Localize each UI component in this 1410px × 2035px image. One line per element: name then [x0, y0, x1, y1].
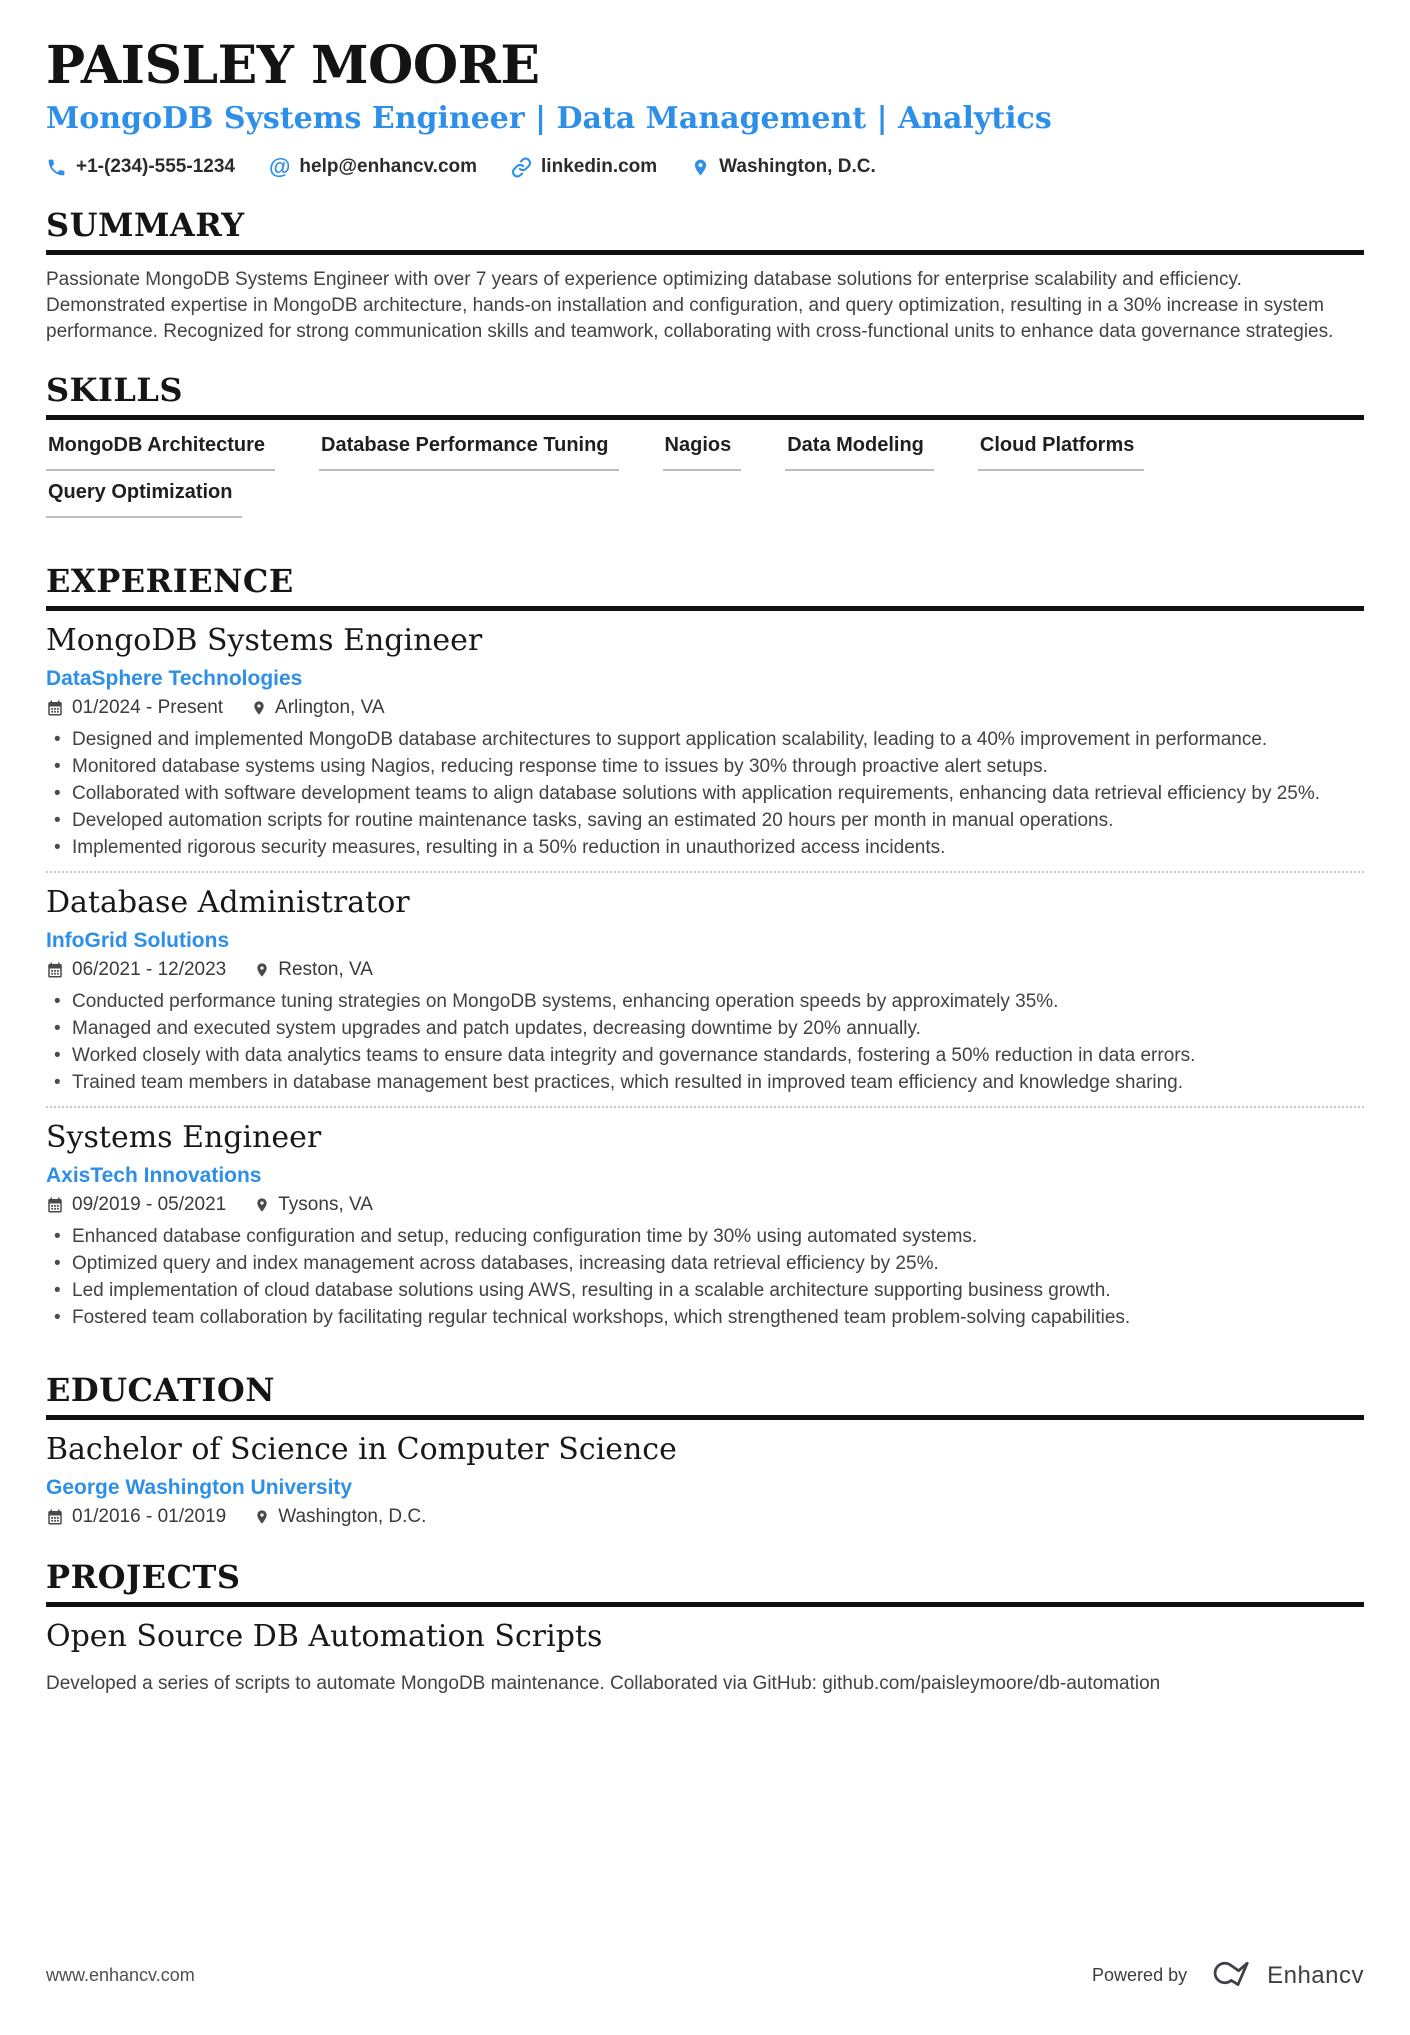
job-company: AxisTech Innovations	[46, 1164, 262, 1187]
bullet: • Implemented rigorous security measures, resulting in a 50% reduction in unauthorized access incidents.	[46, 835, 1364, 861]
job-location	[254, 1194, 373, 1216]
skill-item: MongoDB Architecture	[46, 434, 275, 471]
divider	[46, 871, 1364, 873]
link-icon	[511, 157, 532, 178]
resume-page	[0, 35, 1410, 1697]
pin-icon	[251, 699, 267, 717]
section-education	[46, 1371, 1364, 1528]
job-dates	[46, 1194, 226, 1216]
resume-header	[46, 35, 1364, 179]
divider	[46, 1106, 1364, 1108]
projects-heading: PROJECTS	[46, 1558, 1364, 1607]
brand-name: Enhancv	[1267, 1961, 1364, 1989]
experience-entry	[46, 885, 1364, 1096]
at-icon: @	[268, 154, 291, 179]
job-location-value: Reston, VA	[278, 959, 373, 980]
phone-icon	[46, 157, 67, 178]
enhancv-logo-icon	[1207, 1958, 1253, 1993]
skill-item: Query Optimization	[46, 481, 242, 518]
education-meta	[46, 1506, 1364, 1528]
job-dates	[46, 697, 223, 719]
contact-location	[691, 156, 876, 178]
education-dates-value: 01/2016 - 01/2019	[72, 1506, 227, 1527]
pin-icon	[254, 1508, 270, 1526]
summary-heading: SUMMARY	[46, 206, 1364, 255]
experience-heading: EXPERIENCE	[46, 562, 1364, 611]
degree-title: Bachelor of Science in Computer Science	[46, 1432, 677, 1467]
contact-link-value: linkedin.com	[541, 156, 658, 177]
job-bullets	[46, 1224, 1364, 1331]
bullet: • Monitored database systems using Nagios, reducing response time to issues by 30% through proactive alert setups.	[46, 754, 1364, 780]
contact-location-value: Washington, D.C.	[719, 156, 876, 177]
bullet: • Optimized query and index management across databases, increasing data retrieval efficiency by 25%.	[46, 1251, 1364, 1277]
contact-phone	[46, 156, 235, 178]
bullet: • Developed automation scripts for routine maintenance tasks, saving an estimated 20 hours per month in manual operations.	[46, 808, 1364, 834]
calendar-icon	[46, 699, 64, 717]
education-location-value: Washington, D.C.	[278, 1506, 427, 1527]
job-title: MongoDB Systems Engineer	[46, 623, 483, 658]
bullet: • Led implementation of cloud database solutions using AWS, resulting in a scalable architecture supporting business growth.	[46, 1278, 1364, 1304]
powered-by-label: Powered by	[1092, 1965, 1188, 1985]
experience-entry	[46, 1120, 1364, 1331]
job-bullets	[46, 989, 1364, 1096]
project-description: Developed a series of scripts to automate MongoDB maintenance. Collaborated via GitHub: github.com/paisleymoore/db-automation	[46, 1673, 1161, 1694]
calendar-icon	[46, 961, 64, 979]
bullet: • Worked closely with data analytics teams to ensure data integrity and governance standards, fostering a 50% reduction in data errors.	[46, 1043, 1364, 1069]
contact-email[interactable]	[269, 156, 477, 178]
bullet: • Enhanced database configuration and setup, reducing configuration time by 30% using automated systems.	[46, 1224, 1364, 1250]
calendar-icon	[46, 1196, 64, 1214]
experience-entry	[46, 623, 1364, 861]
skills-heading: SKILLS	[46, 371, 1364, 420]
summary-text: Passionate MongoDB Systems Engineer with over 7 years of experience optimizing database solutions for enterprise scalability and efficiency. Demonstrated expertise in MongoDB architecture, hands-on installation and configuration, and query optimization, resulting in a 30% increase in system performance. Recognized for strong communication skills and teamwork, collaborating with cross-functional units to enhance data governance strategies.	[46, 269, 1334, 342]
job-meta	[46, 697, 1364, 719]
bullet: • Fostered team collaboration by facilitating regular technical workshops, which strengthened team problem-solving capabilities.	[46, 1305, 1364, 1331]
section-projects	[46, 1558, 1364, 1697]
footer-site-link: www.enhancv.com	[46, 1965, 195, 1985]
project-title: Open Source DB Automation Scripts	[46, 1619, 603, 1654]
project-entry	[46, 1619, 1364, 1697]
school-name: George Washington University	[46, 1476, 353, 1499]
job-location	[251, 697, 384, 719]
pin-icon	[691, 157, 710, 178]
job-location	[254, 959, 373, 981]
bullet: • Designed and implemented MongoDB database architectures to support application scalability, leading to a 40% improvement in performance.	[46, 727, 1364, 753]
job-meta	[46, 959, 1364, 981]
pin-icon	[254, 961, 270, 979]
candidate-name: PAISLEY MOORE	[46, 35, 540, 96]
skill-item: Cloud Platforms	[978, 434, 1144, 471]
job-company: InfoGrid Solutions	[46, 929, 230, 952]
skill-item: Database Performance Tuning	[319, 434, 618, 471]
skill-item: Data Modeling	[785, 434, 934, 471]
calendar-icon	[46, 1508, 64, 1526]
contact-row	[46, 156, 1364, 178]
job-location-value: Arlington, VA	[275, 697, 385, 718]
candidate-headline: MongoDB Systems Engineer | Data Management | Analytics	[46, 101, 1052, 136]
footer-brand	[1092, 1958, 1364, 1993]
education-entry	[46, 1432, 1364, 1528]
section-summary	[46, 206, 1364, 345]
section-experience	[46, 562, 1364, 1331]
skill-item: Nagios	[663, 434, 742, 471]
job-meta	[46, 1194, 1364, 1216]
job-dates-value: 06/2021 - 12/2023	[72, 959, 227, 980]
contact-phone-value: +1-(234)-555-1234	[76, 156, 235, 177]
bullet: • Trained team members in database management best practices, which resulted in improved team efficiency and knowledge sharing.	[46, 1070, 1364, 1096]
job-dates	[46, 959, 226, 981]
job-title: Database Administrator	[46, 885, 410, 920]
contact-email-value: help@enhancv.com	[299, 156, 478, 177]
section-skills	[46, 371, 1364, 518]
job-company: DataSphere Technologies	[46, 667, 303, 690]
pin-icon	[254, 1196, 270, 1214]
job-dates-value: 01/2024 - Present	[72, 697, 224, 718]
job-title: Systems Engineer	[46, 1120, 322, 1155]
bullet: • Managed and executed system upgrades and patch updates, decreasing downtime by 20% annually.	[46, 1016, 1364, 1042]
job-dates-value: 09/2019 - 05/2021	[72, 1194, 227, 1215]
skills-list	[46, 434, 1364, 518]
contact-link[interactable]	[511, 156, 657, 178]
bullet: • Conducted performance tuning strategies on MongoDB systems, enhancing operation speeds by approximately 35%.	[46, 989, 1364, 1015]
education-heading: EDUCATION	[46, 1371, 1364, 1420]
page-footer	[46, 1958, 1364, 1993]
education-location	[254, 1506, 426, 1528]
bullet: • Collaborated with software development teams to align database solutions with application requirements, enhancing data retrieval efficiency by 25%.	[46, 781, 1364, 807]
job-location-value: Tysons, VA	[278, 1194, 373, 1215]
education-dates	[46, 1506, 226, 1528]
job-bullets	[46, 727, 1364, 861]
